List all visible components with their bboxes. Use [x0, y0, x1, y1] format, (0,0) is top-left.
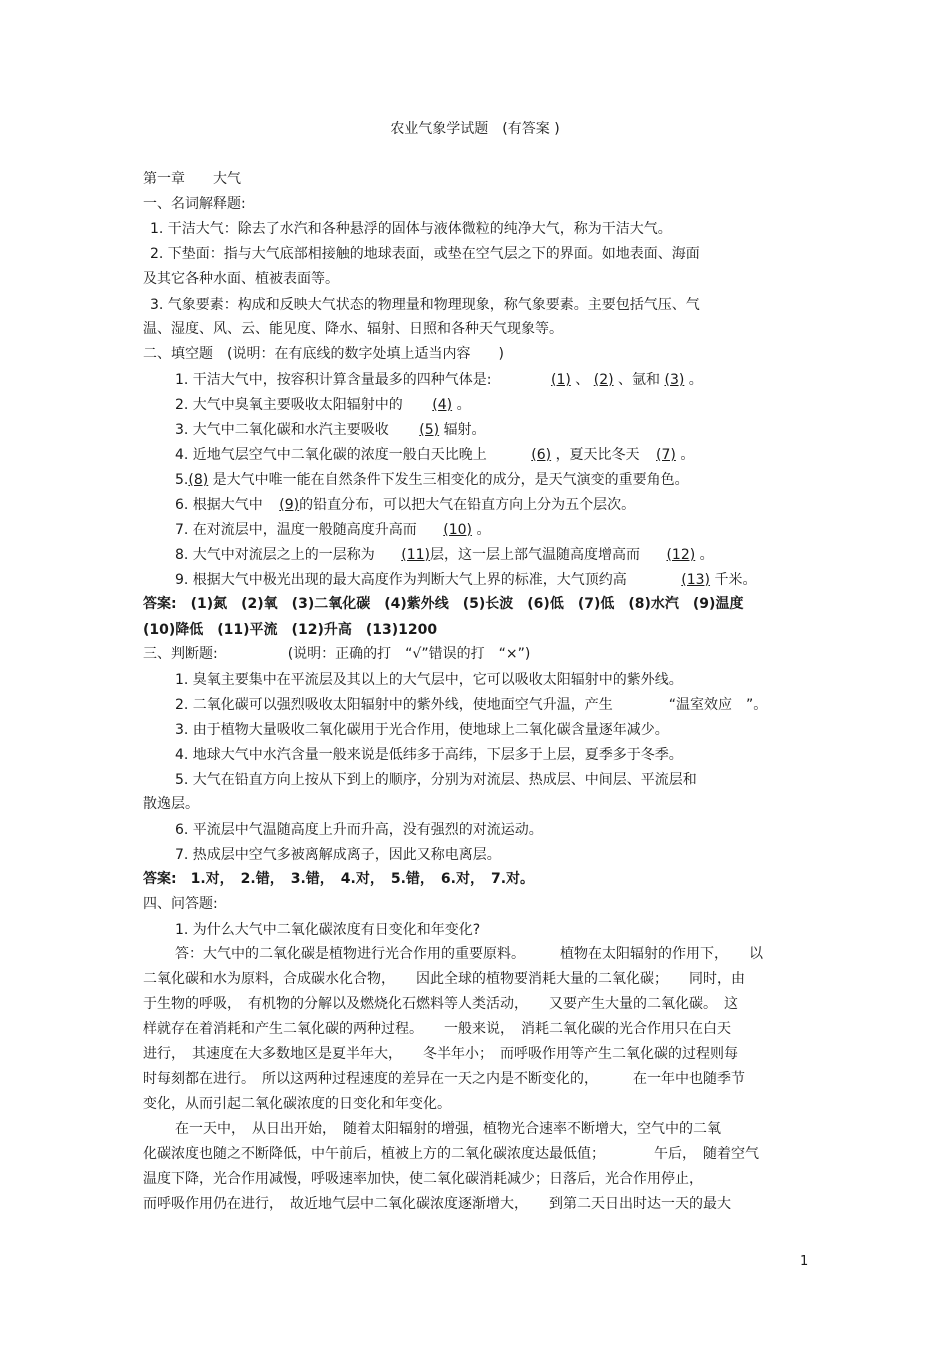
- page-title: 农业气象学试题 (有答案 ): [390, 121, 560, 137]
- question-text: 8. 大气中对流层之上的一层称为: [175, 547, 375, 563]
- blank: (9): [279, 497, 300, 513]
- fill-question-3: [175, 421, 486, 439]
- fill-question-4: [175, 446, 694, 464]
- question-text: 1. 干洁大气中，按容积计算含量最多的四种气体是:: [175, 372, 492, 388]
- answer-line: 温度下降，光合作用减慢，呼吸速率加快，使二氧化碳消耗减少；日落后，光合作用停止，: [143, 1171, 703, 1187]
- answer-line: 时每刻都在进行。 所以这两种过程速度的差异在一天之内是不断变化的， 在一年中也随季节: [143, 1071, 745, 1087]
- answer-line: 进行， 其速度在大多数地区是夏半年大， 冬半年小； 而呼吸作用等产生二氧化碳的过程则每: [143, 1046, 738, 1062]
- blank: (1): [550, 372, 571, 388]
- answer-line: 在一天中， 从日出开始， 随着太阳辐射的增强，植物光合速率不断增大，空气中的二氧: [175, 1121, 721, 1137]
- question-text: 3. 大气中二氧化碳和水汽主要吸收: [175, 422, 389, 438]
- blank: (5): [419, 422, 440, 438]
- judge-item: 2. 二氧化碳可以强烈吸收太阳辐射中的紫外线，使地面空气升温，产生 “温室效应 ”。: [175, 697, 768, 713]
- fill-question-5: [175, 471, 689, 489]
- judge-item: 1. 臭氧主要集中在平流层及其以上的大气层中，它可以吸收太阳辐射中的紫外线。: [175, 672, 683, 688]
- question-text: 6. 根据大气中: [175, 497, 263, 513]
- question-text: 是大气中唯一能在自然条件下发生三相变化的成分，是天气演变的重要角色。: [212, 472, 689, 488]
- judge-item: 5. 大气在铅直方向上按从下到上的顺序，分别为对流层、热成层、中间层、平流层和: [175, 772, 697, 788]
- sec1-line: 2. 下垫面：指与大气底部相接触的地球表面，或垫在空气层之下的界面。如地表面、海面: [150, 246, 700, 262]
- fill-question-7: [175, 521, 490, 539]
- blank: (10): [443, 522, 473, 538]
- answer-line: 样就存在着消耗和产生二氧化碳的两种过程。 一般来说， 消耗二氧化碳的光合作用只在白天: [143, 1021, 731, 1037]
- section3-heading: 三、判断题: (说明：正确的打 “√”错误的打 “×”): [143, 646, 531, 662]
- judge-item: 散逸层。: [143, 796, 199, 812]
- fill-answers-line: 答案: (1)氮 (2)氧 (3)二氧化碳 (4)紫外线 (5)长波 (6)低 (7)低 (8)水汽 (9)温度: [143, 596, 744, 612]
- blank: (12): [666, 547, 696, 563]
- section2-heading: 二、填空题 (说明：在有底线的数字处填上适当内容 ): [143, 346, 504, 362]
- blank: (13): [681, 572, 711, 588]
- sec1-line: 3. 气象要素：构成和反映大气状态的物理量和物理现象，称气象要素。主要包括气压、气: [150, 297, 700, 313]
- question-text: 千米。: [714, 572, 757, 588]
- answer-line: 答：大气中的二氧化碳是植物进行光合作用的重要原料。 植物在太阳辐射的作用下， 以: [175, 946, 763, 962]
- blank: (6): [531, 447, 552, 463]
- separator: 、氩和: [618, 372, 661, 388]
- fill-question-9: [175, 571, 756, 589]
- question-text: 辐射。: [443, 422, 486, 438]
- fill-question-8: [175, 546, 714, 564]
- question-text: 。: [680, 447, 695, 463]
- question-text: ，夏天比冬天: [555, 447, 640, 463]
- question-text: 7. 在对流层中，温度一般随高度升高而: [175, 522, 417, 538]
- fill-question-2: [175, 396, 471, 414]
- question-text: 。: [476, 522, 491, 538]
- judge-item: 3. 由于植物大量吸收二氧化碳用于光合作用，使地球上二氧化碳含量逐年减少。: [175, 722, 669, 738]
- blank: (2): [593, 372, 614, 388]
- question-text: 。: [699, 547, 714, 563]
- fill-question-6: [175, 496, 635, 514]
- blank: (8): [188, 472, 209, 488]
- judge-item: 4. 地球大气中水汽含量一般来说是低纬多于高纬，下层多于上层，夏季多于冬季。: [175, 747, 683, 763]
- blank: (4): [432, 397, 453, 413]
- blank: (11): [401, 547, 431, 563]
- judge-answers: 答案: 1.对， 2.错， 3.错， 4.对， 5.错， 6.对， 7.对。: [143, 871, 535, 887]
- fill-answers-line: (10)降低 (11)平流 (12)升高 (13)1200: [143, 622, 438, 638]
- question-text: 层，这一层上部气温随高度增高而: [430, 547, 641, 563]
- question-text: 9. 根据大气中极光出现的最大高度作为判断大气上界的标准，大气顶约高: [175, 572, 627, 588]
- question-text: 。: [456, 397, 471, 413]
- question-text: 4. 近地气层空气中二氧化碳的浓度一般白天比晚上: [175, 447, 487, 463]
- answer-line: 二氧化碳和水为原料，合成碳水化合物， 因此全球的植物要消耗大量的二氧化碳； 同时，由: [143, 971, 745, 987]
- section4-heading: 四、问答题:: [143, 896, 218, 912]
- page-number: 1: [800, 1254, 809, 1269]
- separator: 。: [688, 372, 703, 388]
- answer-line: 变化，从而引起二氧化碳浓度的日变化和年变化。: [143, 1096, 451, 1112]
- sec1-line: 1. 干洁大气：除去了水汽和各种悬浮的固体与液体微粒的纯净大气，称为干洁大气。: [150, 221, 672, 237]
- answer-line: 而呼吸作用仍在进行， 故近地气层中二氧化碳浓度逐渐增大， 到第二天日出时达一天的最大: [143, 1196, 731, 1212]
- question-text: 5.: [175, 472, 189, 488]
- judge-item: 7. 热成层中空气多被离解成离子，因此又称电离层。: [175, 847, 501, 863]
- separator: 、: [575, 372, 590, 388]
- judge-item: 6. 平流层中气温随高度上升而升高，没有强烈的对流运动。: [175, 822, 543, 838]
- section1-heading: 一、名词解释题:: [143, 196, 246, 212]
- sec1-line: 及其它各种水面、植被表面等。: [143, 271, 339, 287]
- blank: (7): [656, 447, 676, 463]
- fill-question-1: [175, 371, 703, 389]
- qa-question: 1. 为什么大气中二氧化碳浓度有日变化和年变化?: [175, 922, 481, 938]
- chapter-heading: 第一章 大气: [143, 171, 241, 187]
- answer-line: 化碳浓度也随之不断降低，中午前后，植被上方的二氧化碳浓度达最低值； 午后， 随着空气: [143, 1146, 759, 1162]
- answer-line: 于生物的呼吸， 有机物的分解以及燃烧化石燃料等人类活动， 又要产生大量的二氧化碳。 这: [143, 996, 738, 1012]
- question-text: 2. 大气中臭氧主要吸收太阳辐射中的: [175, 397, 403, 413]
- blank: (3): [664, 372, 685, 388]
- sec1-line: 温、湿度、风、云、能见度、降水、辐射、日照和各种天气现象等。: [143, 321, 563, 337]
- question-text: 的铅直分布，可以把大气在铅直方向上分为五个层次。: [299, 497, 636, 513]
